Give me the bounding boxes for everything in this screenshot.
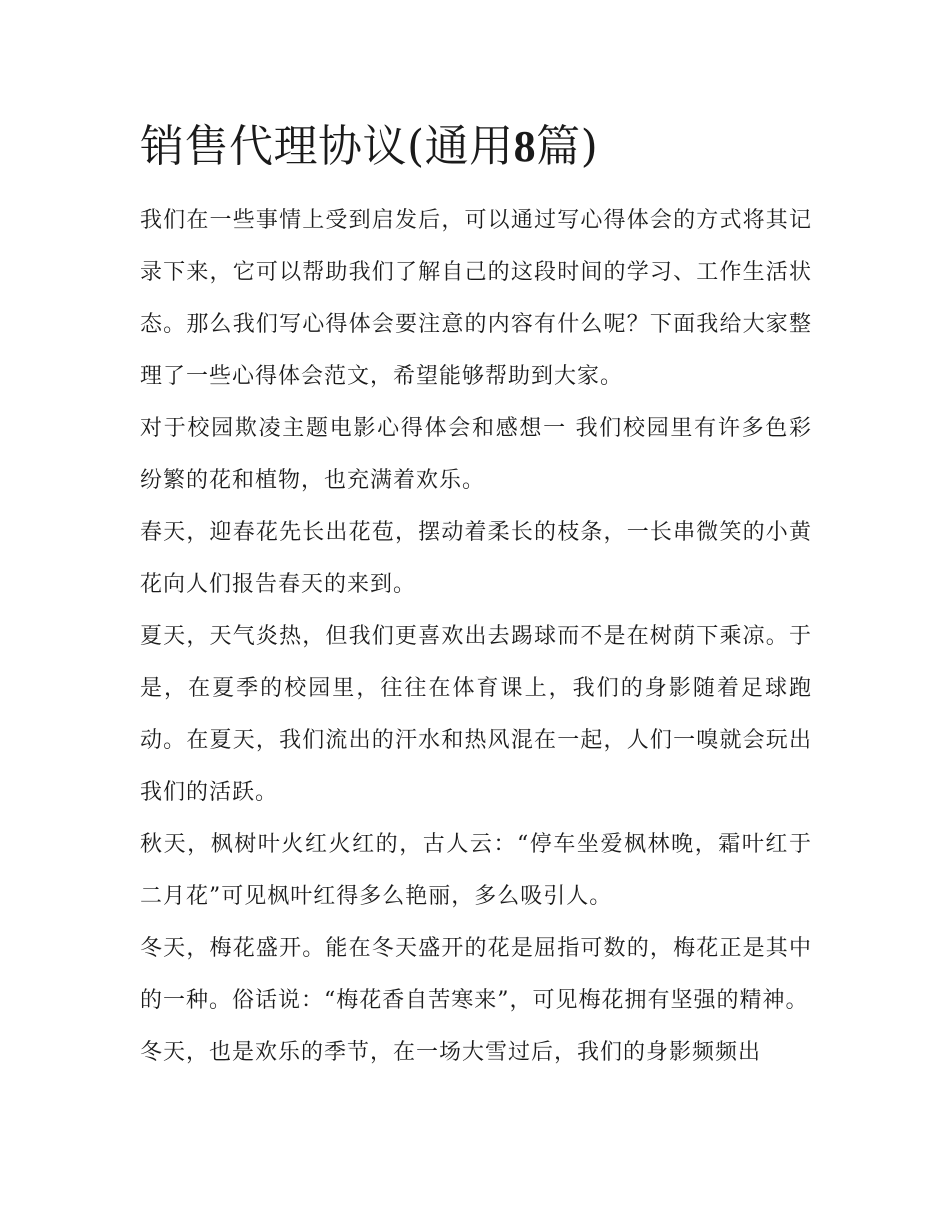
title-prefix: 销售代理协议(通用 [140, 121, 514, 172]
paragraph-winter: 冬天，梅花盛开。能在冬天盛开的花是屈指可数的，梅花正是其中的一种。俗话说：“梅花香自苦寒来”，可见梅花拥有坚强的精神。 [140, 936, 812, 1013]
paragraph-campus: 对于校园欺凌主题电影心得体会和感想一 我们校园里有许多色彩纷繁的花和植物，也充满着欢乐。 [140, 416, 812, 493]
document-title [140, 116, 820, 178]
paragraph-winter-joy: 冬天，也是欢乐的季节，在一场大雪过后，我们的身影频频出 [140, 1040, 762, 1065]
paragraph-intro: 我们在一些事情上受到启发后，可以通过写心得体会的方式将其记录下来，它可以帮助我们了解自己的这段时间的学习、工作生活状态。那么我们写心得体会要注意的内容有什么呢？下面我给大家整理了一些心得体会范文，希望能够帮助到大家。 [140, 208, 812, 389]
title-number: 8 [513, 122, 537, 171]
paragraph-summer: 夏天，天气炎热，但我们更喜欢出去踢球而不是在树荫下乘凉。于是，在夏季的校园里，往往在体育课上，我们的身影随着足球跑动。在夏天，我们流出的汗水和热风混在一起，人们一嗅就会玩出我们的活跃。 [140, 624, 812, 805]
paragraph-autumn: 秋天，枫树叶火红火红的，古人云：“停车坐爱枫林晚，霜叶红于二月花”可见枫叶红得多么艳丽，多么吸引人。 [140, 832, 812, 909]
paragraph-spring: 春天，迎春花先长出花苞，摆动着柔长的枝条，一长串微笑的小黄花向人们报告春天的来到。 [140, 520, 812, 597]
document-body [140, 195, 812, 1079]
title-suffix: 篇) [536, 121, 599, 172]
